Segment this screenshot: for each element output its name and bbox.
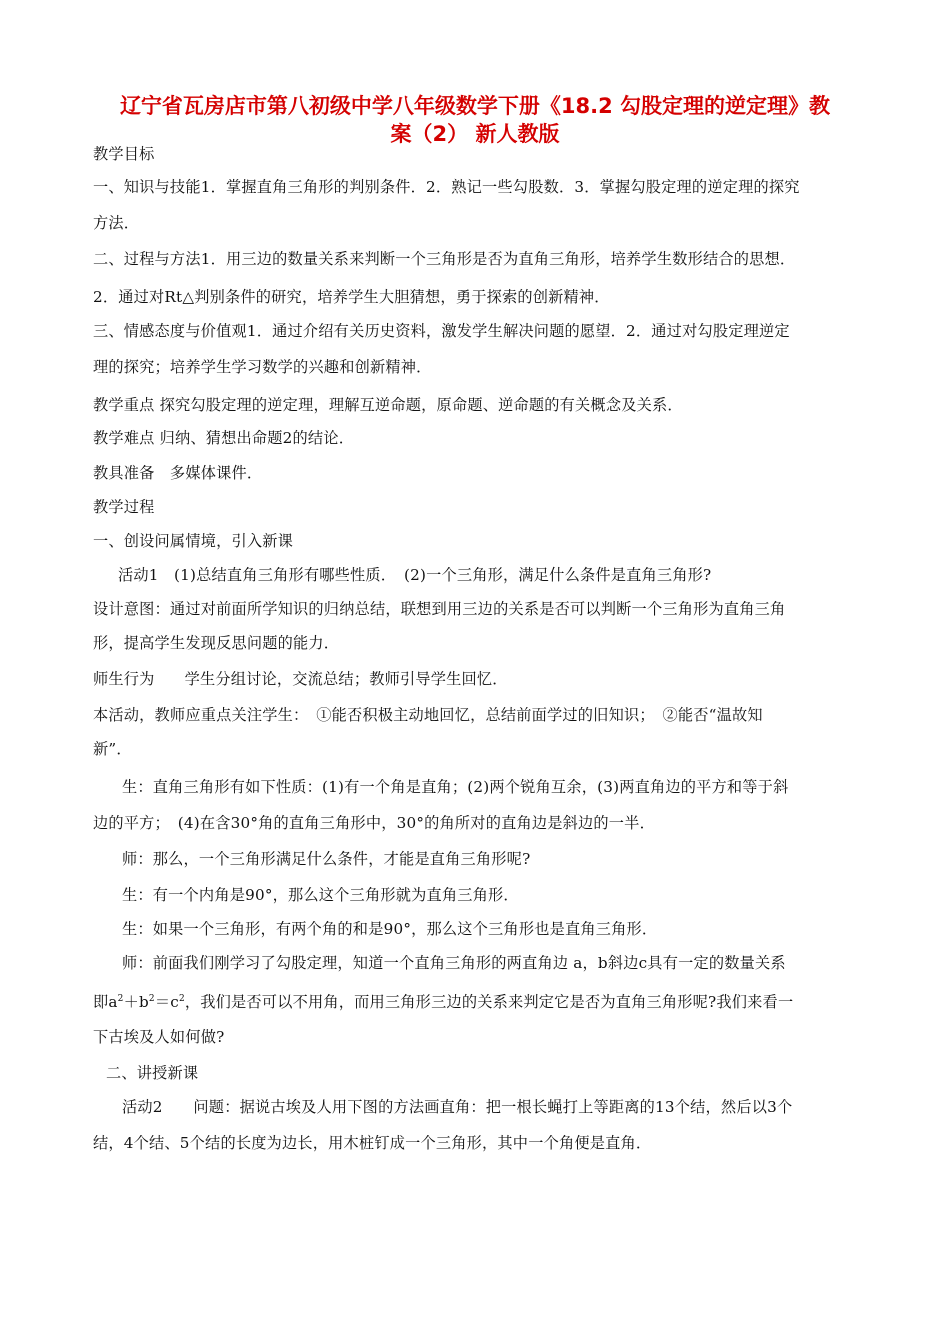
document-title-line-2: 案（2） 新人教版 [390, 122, 560, 146]
paragraph-line: 师：前面我们刚学习了勾股定理，知道一个直角三角形的两直角边 a，b斜边c具有一定的数量关系 [122, 954, 786, 972]
document-title-line-1: 辽宁省瓦房店市第八初级中学八年级数学下册《18.2 勾股定理的逆定理》教 [119, 94, 831, 118]
section-heading: 二、讲授新课 [106, 1064, 199, 1082]
paragraph-line: 教学目标 [93, 145, 155, 163]
paragraph-line: 教学重点 探究勾股定理的逆定理，理解互逆命题，原命题、逆命题的有关概念及关系． [93, 396, 683, 414]
paragraph-line [93, 668, 508, 690]
paragraph-line: 理的探究；培养学生学习数学的兴趣和创新精神． [93, 358, 432, 376]
paragraph-line: 师：那么，一个三角形满足什么条件，才能是直角三角形呢? [122, 850, 531, 868]
paragraph-line: 即$a^2+b^2=c^2$，我们是否可以不用角，而用三角形三边的关系来判定它是否为直角三角形呢?我们来看一 [93, 993, 794, 1011]
paragraph-line: 结，4个结、5个结的长度为边长，用木桩钉成一个三角形，其中一个角便是直角． [93, 1134, 652, 1152]
paragraph-line: 教具准备 多媒体课件． [93, 464, 263, 482]
paragraph-line: 形，提高学生发现反思问题的能力． [93, 634, 340, 652]
paragraph-line: 教学过程 [93, 498, 155, 516]
superscript: 2 [117, 994, 124, 1004]
paragraph-line: 活动1 (1)总结直角三角形有哪些性质． (2)一个三角形，满足什么条件是直角三角形? [118, 566, 712, 584]
paragraph-line: 2．通过对Rt△判别条件的研究，培养学生大胆猜想，勇于探索的创新精神． [93, 288, 610, 306]
paragraph-line: 一、创设问属情境，引入新课 [93, 532, 294, 550]
paragraph-line: 方法． [93, 214, 140, 232]
paragraph-line: 新”． [93, 740, 132, 758]
paragraph-line: 生：如果一个三角形，有两个角的和是90°，那么这个三角形也是直角三角形． [122, 920, 658, 938]
paragraph-line: 设计意图：通过对前面所学知识的归纳总结，联想到用三边的关系是否可以判断一个三角形为直角三角 [93, 600, 786, 618]
paragraph-line: 二、过程与方法1．用三边的数量关系来判断一个三角形是否为直角三角形，培养学生数形结合的思想． [93, 250, 796, 268]
label-text: 师生行为 [93, 670, 155, 688]
paragraph-line: 生：直角三角形有如下性质：(1)有一个角是直角；(2)两个锐角互余，(3)两直角边的平方和等于斜 [122, 778, 789, 796]
paragraph-line: 边的平方； (4)在含30°角的直角三角形中，30°的角所对的直角边是斜边的一半． [93, 814, 655, 832]
paragraph-line: 活动2 问题：据说古埃及人用下图的方法画直角：把一根长蝇打上等距离的13个结，然后以3个 [122, 1098, 793, 1116]
paragraph-line: 一、知识与技能1．掌握直角三角形的判别条件．2．熟记一些勾股数．3．掌握勾股定理的逆定理的探究 [93, 178, 800, 196]
paragraph-line: 下古埃及人如何做? [93, 1028, 225, 1046]
paragraph-line: 三、情感态度与价值观1．通过介绍有关历史资料，激发学生解决问题的愿望．2．通过对勾股定理逆定 [93, 322, 790, 340]
paragraph-line: 教学难点 归纳、猜想出命题2的结论． [93, 429, 355, 447]
superscript: 2 [148, 994, 155, 1004]
paragraph-line: 生：有一个内角是90°，那么这个三角形就为直角三角形． [122, 886, 519, 904]
body-text: 学生分组讨论，交流总结；教师引导学生回忆． [184, 670, 508, 688]
superscript: 2 [178, 994, 185, 1004]
paragraph-line: 本活动，教师应重点关注学生： ①能否积极主动地回忆，总结前面学过的旧知识； ②能否“温故知 [93, 706, 763, 724]
